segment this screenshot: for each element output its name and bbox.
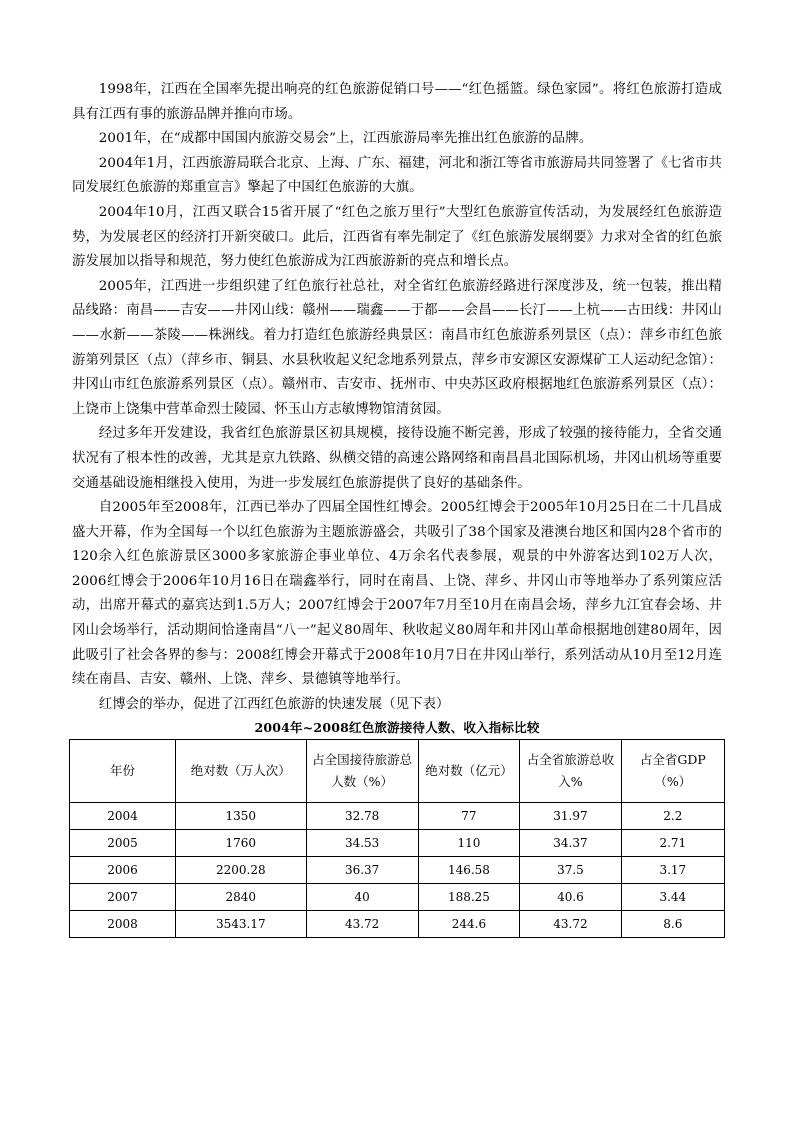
cell-visitors-share: 40 bbox=[306, 884, 418, 911]
cell-visitors: 3543.17 bbox=[175, 911, 306, 938]
header-revenue-share: 占全省旅游总收入% bbox=[520, 740, 621, 803]
stats-table bbox=[69, 739, 725, 938]
table-header-row bbox=[70, 740, 725, 803]
paragraph-expo: 自2005年至2008年，江西已举办了四届全国性红博会。2005红博会于2005年10月25日在二十几昌成盛大开幕，作为全国每一个以红色旅游为主题旅游盛会，共吸引了38个国家及港澳台地区和国内28个省市的120余入红色旅游景区3000多家旅游企事业单位、4万余名代表参展，观景的中外游客达到102万人次，2006红博会于2006年10月16日在瑞鑫举行，同时在南昌、上饶、萍乡、井冈山市等地举办了系列策应活动，出席开幕式的嘉宾达到1.5万人；2007红博会于2007年7月至10月在南昌会场，萍乡九江宜春会场、井冈山会场举行，活动期间恰逢南昌“八一”起义80周年、秋收起义80周年和井冈山革命根据地创建80周年，因此吸引了社会各界的参与：2008红博会开幕式于2008年10月7日在井冈山举行，系列活动从10月至12月连续在南昌、吉安、赣州、上饶、萍乡、景德镇等地举行。 bbox=[72, 500, 722, 688]
header-visitors-share: 占全国接待旅游总人数（%） bbox=[306, 740, 418, 803]
cell-revenue: 77 bbox=[418, 803, 520, 830]
cell-gdp-share: 8.6 bbox=[621, 911, 724, 938]
cell-year: 2006 bbox=[70, 857, 176, 884]
cell-year: 2005 bbox=[70, 830, 176, 857]
cell-revenue: 188.25 bbox=[418, 884, 520, 911]
paragraph-2004-oct: 2004年10月，江西又联合15省开展了“红色之旅万里行”大型红色旅游宣传活动，为发展经红色旅游造势，为发展老区的经济打开新突破口。此后，江西省有率先制定了《红色旅游发展纲要》力求对全省的红色旅游发展加以指导和规范，努力使红色旅游成为江西旅游新的亮点和增长点。 bbox=[72, 204, 722, 270]
paragraph-2001: 2001年，在“成都中国国内旅游交易会”上，江西旅游局率先推出红色旅游的品牌。 bbox=[98, 131, 593, 147]
cell-visitors-share: 32.78 bbox=[306, 803, 418, 830]
header-year: 年份 bbox=[70, 740, 176, 803]
table-row bbox=[70, 884, 725, 911]
cell-visitors-share: 34.53 bbox=[306, 830, 418, 857]
cell-year: 2004 bbox=[70, 803, 176, 830]
cell-gdp-share: 2.2 bbox=[621, 803, 724, 830]
header-gdp-share: 占全省GDP（%） bbox=[621, 740, 724, 803]
paragraph-2004-jan: 2004年1月，江西旅游局联合北京、上海、广东、福建，河北和浙江等省市旅游局共同签署了《七省市共同发展红色旅游的郑重宣言》擎起了中国红色旅游的大旗。 bbox=[72, 155, 722, 196]
table-row bbox=[70, 830, 725, 857]
cell-visitors: 1760 bbox=[175, 830, 306, 857]
cell-revenue: 146.58 bbox=[418, 857, 520, 884]
cell-revenue: 244.6 bbox=[418, 911, 520, 938]
paragraph-2005: 2005年，江西进一步组织建了红色旅行社总社，对全省红色旅游经路进行深度涉及，统一包装，推出精品线路：南昌——吉安——井冈山线：赣州——瑞鑫——于都——会昌——长汀——上杭——古田线：井冈山——水新——茶陵——株洲线。着力打造红色旅游经典景区：南昌市红色旅游系列景区（点）：萍乡市红色旅游第列景区（点）（萍乡市、铜县、水县秋收起义纪念地系列景点，萍乡市安源区安源煤矿工人运动纪念馆）：井冈山市红色旅游系列景区（点）。赣州市、吉安市、抚州市、中央苏区政府根据地红色旅游系列景区（点）：上饶市上饶集中营革命烈士陵园、怀玉山方志敏博物馆清贫园。 bbox=[72, 278, 722, 417]
header-revenue-absolute: 绝对数（亿元） bbox=[418, 740, 520, 803]
cell-revenue-share: 43.72 bbox=[520, 911, 621, 938]
table-title: 2004年~2008红色旅游接待人数、收入指标比较 bbox=[254, 720, 540, 736]
cell-revenue-share: 40.6 bbox=[520, 884, 621, 911]
paragraph-1998: 1998年，江西在全国率先提出响亮的红色旅游促销口号——“红色摇篮。绿色家园”。将红色旅游打造成具有江西有事的旅游品牌并推向市场。 bbox=[72, 82, 722, 122]
cell-gdp-share: 3.17 bbox=[621, 857, 724, 884]
cell-visitors: 1350 bbox=[175, 803, 306, 830]
cell-revenue: 110 bbox=[418, 830, 520, 857]
cell-revenue-share: 37.5 bbox=[520, 857, 621, 884]
table-row bbox=[70, 857, 725, 884]
document-body bbox=[72, 78, 722, 938]
cell-revenue-share: 31.97 bbox=[520, 803, 621, 830]
cell-visitors-share: 43.72 bbox=[306, 911, 418, 938]
table-row bbox=[70, 803, 725, 830]
cell-visitors: 2840 bbox=[175, 884, 306, 911]
table-row bbox=[70, 911, 725, 938]
cell-gdp-share: 3.44 bbox=[621, 884, 724, 911]
cell-gdp-share: 2.71 bbox=[621, 830, 724, 857]
cell-revenue-share: 34.37 bbox=[520, 830, 621, 857]
cell-year: 2007 bbox=[70, 884, 176, 911]
header-visitors-absolute: 绝对数（万人次） bbox=[175, 740, 306, 803]
paragraph-development: 经过多年开发建设，我省红色旅游景区初具规模，接待设施不断完善，形成了较强的接待能力，全省交通状况有了根本性的改善，尤其是京九铁路、纵横交错的高速公路网络和南昌昌北国际机场，井冈山机场等重要交通基础设施相继投入使用，为进一步发展红色旅游提供了良好的基础条件。 bbox=[72, 426, 722, 491]
cell-year: 2008 bbox=[70, 911, 176, 938]
paragraph-table-intro: 红博会的举办，促进了江西红色旅游的快速发展（见下表） bbox=[98, 696, 450, 712]
cell-visitors-share: 36.37 bbox=[306, 857, 418, 884]
cell-visitors: 2200.28 bbox=[175, 857, 306, 884]
